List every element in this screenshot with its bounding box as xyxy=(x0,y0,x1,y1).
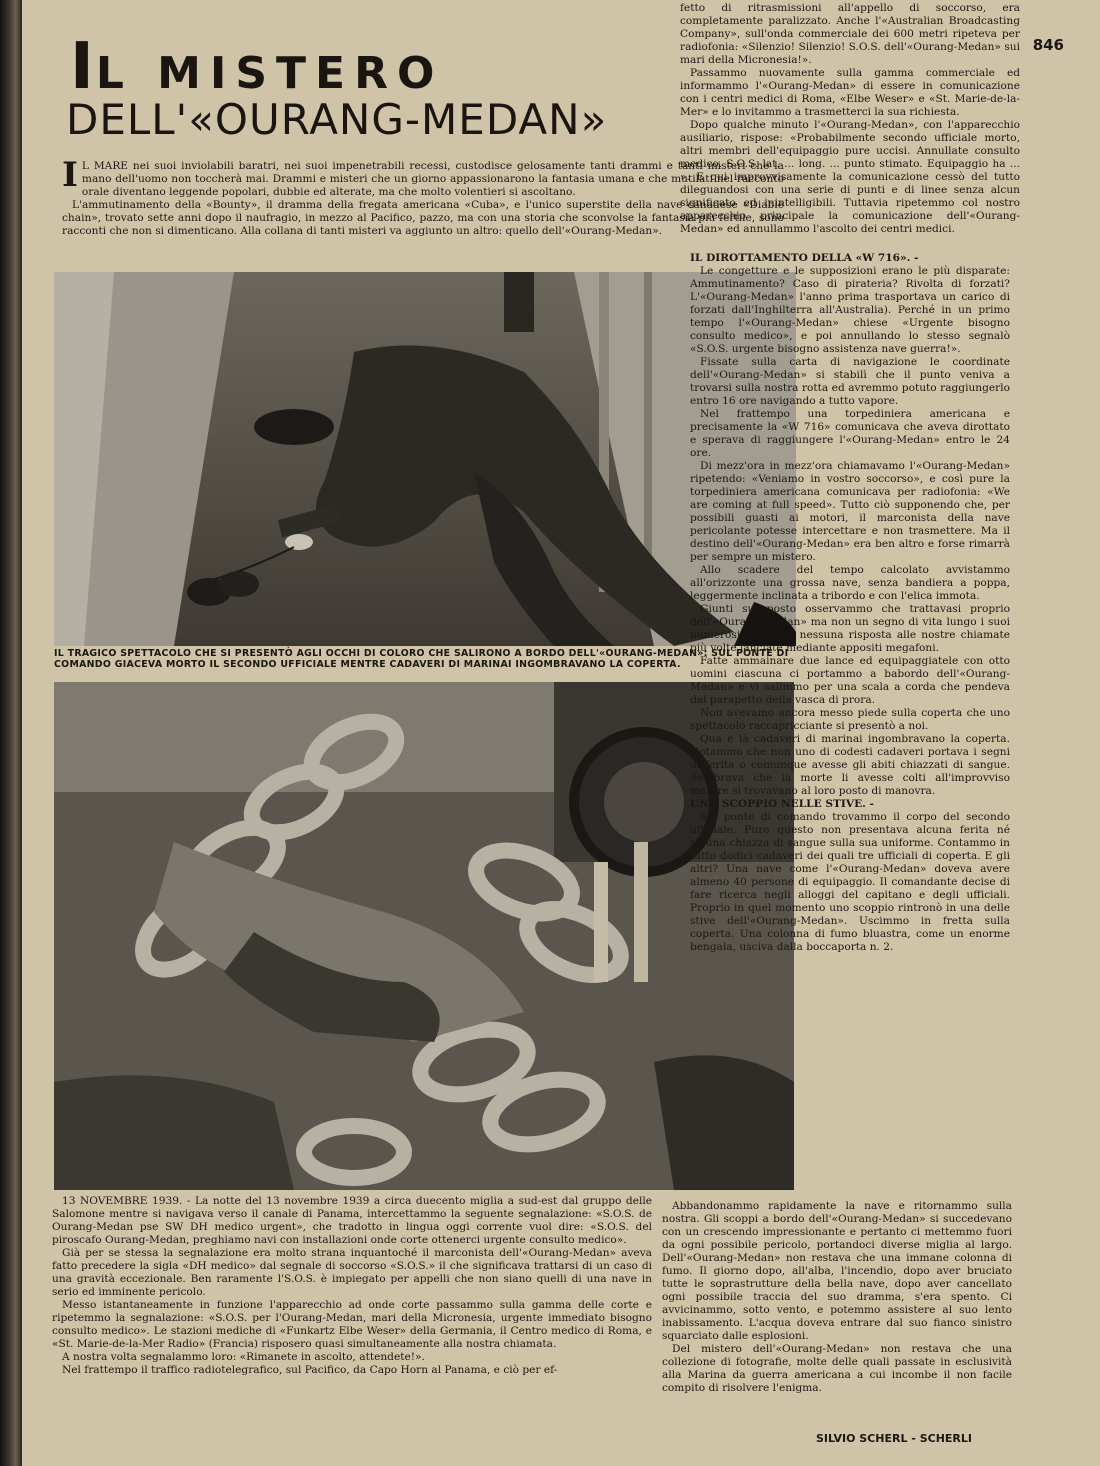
intro-paragraph-1 xyxy=(62,155,784,199)
bottom-paragraph-3: Messo istantaneamente in funzione l'apparecchio ad onde corte passammo sulla gamma delle corte e ripetemmo la segnalazione: «S.O.S. per l'Ourang-Medan, mari della Micronesia, urgente immediato bisogno consulto medico». Le stazioni mediche di «Funkartz Elbe Weser» della Germania, il Centro medico di Roma, e «St. Marie-de-la-Mer Radio» (Francia) risposero quasi simultaneamente alla nostra chiamata. xyxy=(52,1299,652,1350)
right-paragraph-9: Qua e là cadaveri di marinai ingombravano la coperta. Notammo che non uno di codesti cadaveri portava i segni di ferita o comunque avesse gli abiti chiazzati di sangue. Sembrava che la morte li avesse colti all'improvviso mentre si trovavano al loro posto di manovra. xyxy=(690,733,1010,797)
section-heading-dirottamento: IL DIROTTAMENTO DELLA «W 716». - xyxy=(690,252,919,264)
intro-text xyxy=(62,155,784,238)
right-top-paragraph-2: Passammo nuovamente sulla gamma commerciale ed informammo l'«Ourang-Medan» di essere in comunicazione con i centri medici di Roma, «Elbe Weser» e «St. Marie-de-la-Mer» e lo invitammo a trasmetterci la sua richiesta. xyxy=(680,67,1020,118)
title-line-2: DELL'«OURANG-MEDAN» xyxy=(66,95,608,144)
photo-dead-officer xyxy=(54,272,796,646)
section-heading-scoppio: UNO SCOPPIO NELLE STIVE. - xyxy=(690,798,874,810)
title-line-1 xyxy=(70,30,443,104)
intro-paragraph-2: L'ammutinamento della «Bounty», il dramma della fregata americana «Cuba», e l'unico superstite della nave canadese «Diable chain», trovato sette anni dopo il naufragio, in mezzo al Pacifico, pazzo, ma con una storia che sconvolse la fantasia più fertile, sono racconti che non si dimenticano. Alla collana di tanti misteri va aggiunto un altro: quello dell'«Ourang-Medan». xyxy=(62,199,784,237)
right-bottom-column xyxy=(662,1200,1012,1395)
right-top-paragraph-1: fetto di ritrasmissioni all'appello di soccorso, era completamente paralizzato. Anche l'«Australian Broadcasting Company», sull'onda commerciale dei 600 metri ripeteva per radiofonia: «Silenzio! Silenzio! S.O.S. dell'«Ourang-Medan» sui mari della Micronesia!». xyxy=(680,2,1020,66)
right-article-column xyxy=(690,252,1010,954)
intro-p1-text: L MARE nei suoi inviolabili baratri, nei suoi impenetrabili recessi, custodisce gelosamente tanti drammi e tanti misteri che la mano dell'uomo non toccherà mai. Drammi e misteri che un giorno appassionarono la fantasia umana e che mutilati nel racconto orale diventano leggende popolari, dubbie ed alterate, ma che molto volentieri si ascoltano. xyxy=(81,160,784,198)
photo-chains-bodies-image xyxy=(54,682,794,1190)
right-paragraph-7: Fatte ammainare due lance ed equipaggiatele con otto uomini ciascuna ci portammo a babordo dell'«Ourang-Medan» e vi salimmo per una scala a corda che pendeva dal parapetto della vasca di prora. xyxy=(690,655,1010,706)
right-paragraph-3: Nel frattempo una torpediniera americana e precisamente la «W 716» comunicava che aveva dirottato e sperava di raggiungere l'«Ourang-Medan» entro le 24 ore. xyxy=(690,408,1010,459)
right-paragraph-4: Di mezz'ora in mezz'ora chiamavamo l'«Ourang-Medan» ripetendo: «Veniamo in vostro soccorso», e così pure la torpediniera americana comunicava per radiofonia: «We are coming at full speed». Tutto ciò supponendo che, per possibili guasti ai motori, il marconista della nave pericolante potesse intercettare e non trasmettere. Ma il destino dell'«Ourang-Medan» era ben altro e forse rimarrà per sempre un mistero. xyxy=(690,460,1010,563)
right-paragraph-10: Sul ponte di comando trovammo il corpo del secondo ufficiale. Pure questo non presentava alcuna ferita né alcuna chiazza di sangue sulla sua uniforme. Contammo in tutto dodici cadaveri dei quali tre ufficiali di coperta. E gli altri? Una nave come l'«Ourang-Medan» doveva avere almeno 40 persone di equipaggio. Il comandante decise di fare ricerca negli alloggi del capitano e degli ufficiali. Proprio in quel momento uno scoppio rintronò in una delle stive dell'«Ourang-Medan». Uscimmo in fretta sulla coperta. Una colonna di fumo bluastra, come un enorme bengala, usciva dalla boccaporta n. 2. xyxy=(690,811,1010,953)
right-top-column xyxy=(680,2,1020,236)
right-paragraph-5: Allo scadere del tempo calcolato avvistammo all'orizzonte una grossa nave, senza bandiera a poppa, leggermente inclinata a tribordo e con l'elica immota. xyxy=(690,564,1010,602)
bottom-article-column xyxy=(52,1195,652,1377)
right-paragraph-1: Le congetture e le supposizioni erano le più disparate: Ammutinamento? Caso di pirateria? Rivolta di forzati? L'«Ourang-Medan» l'anno prima trasportava un carico di forzati dall'Inghilterra all'Australia). Perché in un primo tempo l'«Ourang-Medan» chiese «Urgente bisogno consulto medico», e poi annullando lo stesso segnalò «S.O.S. urgente bisogno assistenza nave guerra!». xyxy=(690,265,1010,355)
magazine-page xyxy=(22,0,1100,1466)
title-initial: I xyxy=(70,30,96,104)
magazine-binding xyxy=(0,0,22,1466)
title-line-1-rest: L MISTERO xyxy=(95,48,444,99)
author-signature: SILVIO SCHERL - SCHERLI xyxy=(815,1432,972,1445)
drop-cap: I xyxy=(62,155,78,195)
photo-dead-officer-image xyxy=(54,272,796,646)
bottom-paragraph-1: 13 NOVEMBRE 1939. - La notte del 13 novembre 1939 a circa duecento miglia a sud-est dal gruppo delle Salomone mentre si navigava verso il canale di Panama, intercettammo la seguente segnalazione: «S.O.S. de Ourang-Medan pse SW DH medico urgent», che tradotto in lingua oggi corrente vuol dire: «S.O.S. del piroscafo Ourang-Medan, preghiamo navi con installazioni onde corte ottenerci urgente consulto medico». xyxy=(52,1195,652,1246)
right-bottom-paragraph-2: Del mistero dell'«Ourang-Medan» non restava che una collezione di fotografie, molte delle quali passate in esclusività alla Marina da guerra americana a cui incombe il non facile compito di risolvere l'enigma. xyxy=(662,1343,1012,1394)
photo-caption: IL TRAGICO SPETTACOLO CHE SI PRESENTÒ AGLI OCCHI DI COLORO CHE SALIRONO A BORDO DELL'«OURANG-MEDAN»: SUL PONTE DI COMANDO GIACEVA MORTO IL SECONDO UFFICIALE MENTRE CADAVERI DI MARINAI INGOMBRAVANO LA COPERTA. xyxy=(54,648,789,670)
right-paragraph-8: Non avevamo ancora messo piede sulla coperta che uno spettacolo raccapricciante si presentò a noi. xyxy=(690,707,1010,732)
right-bottom-paragraph-1: Abbandonammo rapidamente la nave e ritornammo sulla nostra. Gli scoppi a bordo dell'«Ourang-Medan» si succedevano con un crescendo impressionante e pertanto ci mettemmo fuori da ogni possibile pericolo, portandoci diverse miglia al largo. Dell'«Ourang-Medan» non restava che una immane colonna di fumo. Il giorno dopo, all'alba, l'incendio, dopo aver bruciato tutte le soprastrutture della bella nave, dopo aver cancellato ogni possibile traccia del suo dramma, s'era spento. Ci avvicinammo, sotto vento, e potemmo assistere al suo lento inabissamento. L'acqua doveva entrare dal suo fianco sinistro squarciato dalle esplosioni. xyxy=(662,1200,1012,1342)
bottom-paragraph-5: Nel frattempo il traffico radiotelegrafico, sul Pacifico, da Capo Horn al Panama, e ciò per ef- xyxy=(62,1364,558,1376)
right-paragraph-2: Fissate sulla carta di navigazione le coordinate dell'«Ourang-Medan» si stabilì che il punto veniva a trovarsi sulla nostra rotta ed avremmo potuto raggiungerlo entro 16 ore navigando a tutto vapore. xyxy=(690,356,1010,407)
bottom-paragraph-2: Già per se stessa la segnalazione era molto strana inquantoché il marconista dell'«Ourang-Medan» aveva fatto precedere la sigla «DH medico» dal segnale di soccorso «S.O.S.» il che significava trattarsi di un caso di una gravità eccezionale. Ben raramente l'S.O.S. è impiegato per appelli che non siano quelli di una nave in serio ed imminente pericolo. xyxy=(52,1247,652,1298)
right-top-paragraph-3: Dopo qualche minuto l'«Ourang-Medan», con l'apparecchio ausiliario, rispose: «Probabilmente secondo ufficiale morto, altri membri dell'equipaggio pure uccisi. Annullate consulto medico. S.O.S. lat. ... long. ... punto stimato. Equipaggio ha ... ». E qui improvvisamente la comunicazione cessò del tutto dileguandosi con una serie di punti e di linee senza alcun significato ed inintelligibili. Tuttavia ripetemmo col nostro apparecchio principale la comunicazione dell'«Ourang-Medan» ed annullammo l'ascolto dei centri medici. xyxy=(680,119,1020,235)
bottom-paragraph-4: A nostra volta segnalammo loro: «Rimanete in ascolto, attendete!». xyxy=(62,1351,425,1363)
photo-chains-bodies xyxy=(54,682,794,1190)
right-paragraph-6: Giunti sul posto osservammo che trattavasi proprio dell'«Ourang-Medan» ma non un segno di vita lungo i suoi numerosi casseri e nessuna risposta alle nostre chiamate più volte lanciate mediante appositi megafoni. xyxy=(690,603,1010,654)
page-number: 846 xyxy=(1032,36,1064,54)
